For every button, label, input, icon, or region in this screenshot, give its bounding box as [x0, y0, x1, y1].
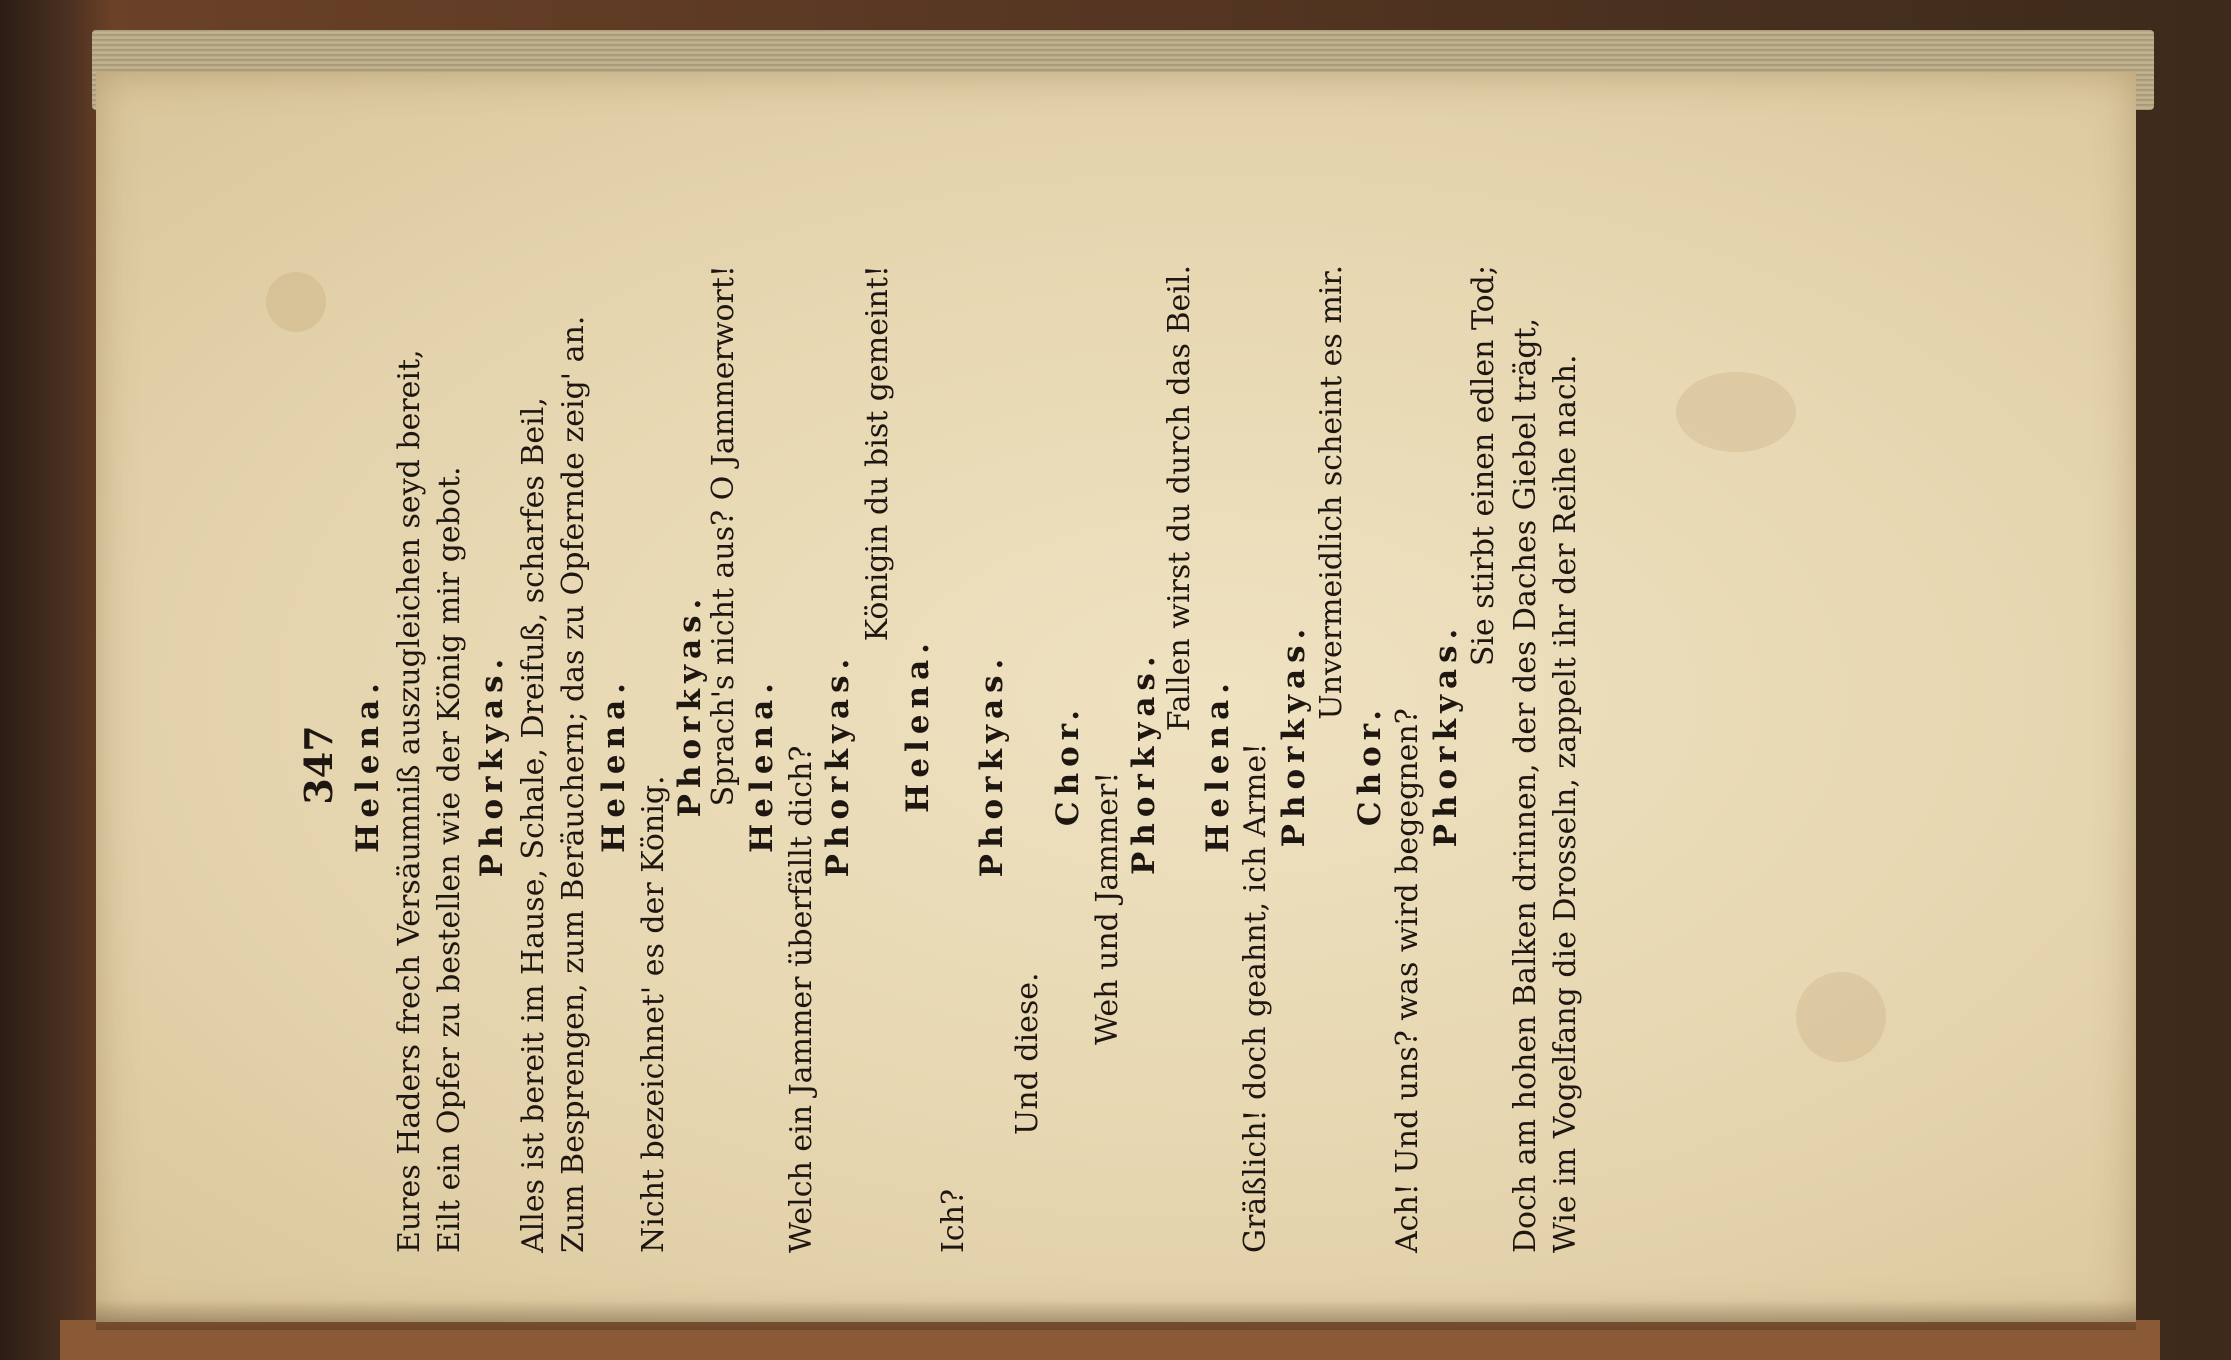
page-number: 347	[296, 725, 341, 805]
verse-line: Königin du bist gemeint!	[860, 265, 895, 642]
speaker-label: Phorkyas.	[1126, 650, 1162, 875]
verse-line: Ich?	[936, 1188, 971, 1253]
speaker-label: Phorkyas.	[974, 652, 1010, 878]
speaker-label: Chor.	[1352, 703, 1388, 827]
verse-line: Ach! Und uns? was wird begegnen?	[1390, 708, 1425, 1253]
verse-line: Unvermeidlich scheint es mir.	[1314, 265, 1349, 720]
speaker-label: Helena.	[1200, 677, 1236, 853]
speaker-label: Phorkyas.	[672, 592, 708, 818]
verse-line: Weh und Jammer!	[1090, 771, 1125, 1045]
speaker-label: Helena.	[596, 677, 632, 853]
verse-line: Welch ein Jammer überfällt dich?	[784, 745, 819, 1253]
verse-line: Nicht bezeichnet' es der König.	[636, 775, 671, 1253]
verse-line: Zum Besprengen, zum Beräuchern; das zu Opfernde zeig' an.	[556, 315, 591, 1253]
speaker-label: Phorkyas.	[474, 652, 510, 878]
verse-line: Alles ist bereit im Hause, Schale, Dreifuß, scharfes Beil,	[516, 397, 551, 1253]
verse-line: Doch am hohen Balken drinnen, der des Daches Giebel trägt,	[1508, 317, 1543, 1253]
verse-line: Eilt ein Opfer zu bestellen wie der König mir gebot.	[432, 466, 467, 1253]
verse-line: Sie stirbt einen edlen Tod;	[1466, 265, 1501, 667]
verse-line: Sprach's nicht aus? O Jammerwort!	[706, 265, 741, 807]
speaker-label: Phorkyas.	[1276, 622, 1312, 848]
speaker-label: Helena.	[900, 637, 936, 813]
page-text-block	[296, 265, 1900, 1265]
verse-line: Und diese.	[1010, 972, 1045, 1135]
page-gutter-shadow	[96, 1300, 2136, 1330]
speaker-label: Phorkyas.	[1428, 622, 1464, 848]
verse-line: Eures Haders frech Versäumniß auszugleichen seyd bereit,	[392, 349, 427, 1253]
speaker-label: Phorkyas.	[820, 652, 856, 878]
verse-line: Fallen wirst du durch das Beil.	[1162, 265, 1197, 732]
speaker-label: Helena.	[350, 677, 386, 853]
verse-line: Wie im Vogelfang die Drosseln, zappelt ihr der Reihe nach.	[1548, 354, 1583, 1253]
verse-line: Gräßlich! doch geahnt, ich Arme!	[1238, 742, 1273, 1253]
speaker-label: Helena.	[744, 677, 780, 853]
speaker-label: Chor.	[1050, 703, 1086, 827]
